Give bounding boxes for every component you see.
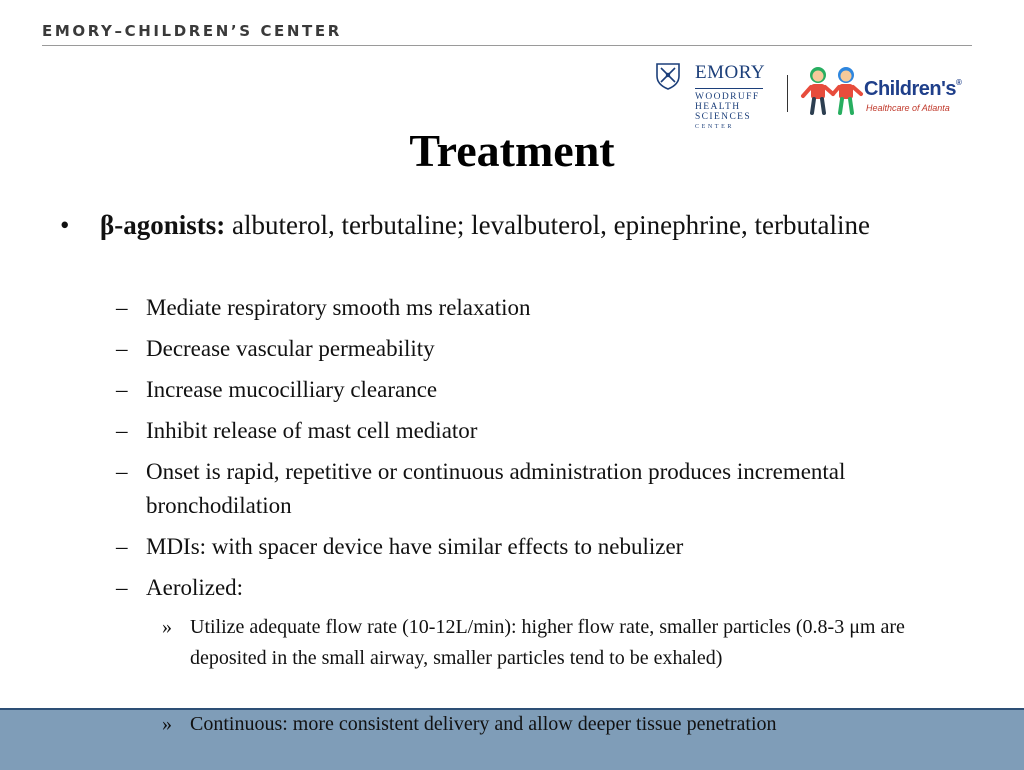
sub-sub-bullet-item: [162, 709, 960, 740]
childrens-logo: [800, 64, 975, 124]
dash-marker: –: [116, 336, 128, 361]
dash-marker: –: [116, 377, 128, 402]
emory-logo-name: EMORY: [695, 62, 766, 83]
shield-icon: [655, 62, 681, 90]
children-figures-icon: [800, 64, 866, 116]
emory-sub-line: SCIENCES: [695, 112, 752, 122]
dash-marker: –: [116, 575, 128, 600]
emory-sub-line: CENTER: [695, 124, 734, 130]
dash-marker: –: [116, 534, 128, 559]
sub-sub-bullet-item: [162, 612, 960, 673]
slide-title: Treatment: [409, 125, 615, 176]
bullet-text: albuterol, terbutaline; levalbuterol, epinephrine, terbutaline: [225, 210, 870, 240]
sub-bullet-text: Mediate respiratory smooth ms relaxation: [146, 295, 531, 320]
header-brand: EMORY–CHILDREN’S CENTER: [42, 22, 342, 40]
raquo-marker: »: [162, 713, 172, 735]
sub-bullet-text: Aerolized:: [146, 575, 244, 600]
sub-bullet-item: [116, 291, 946, 325]
dash-marker: –: [116, 459, 128, 484]
dash-marker: –: [116, 295, 128, 320]
sub-sub-bullet-text: Utilize adequate flow rate (10-12L/min): higher flow rate, smaller particles (0.8-3 μm are deposited in the small airway, smaller particles tend to be exhaled): [190, 616, 905, 669]
emory-sub-line: WOODRUFF: [695, 92, 760, 102]
childrens-logo-name-text: Children's: [864, 78, 956, 100]
sub-bullet-text: Inhibit release of mast cell mediator: [146, 418, 478, 443]
bullet-item: [60, 206, 980, 245]
sub-bullet-text: Increase mucocilliary clearance: [146, 377, 438, 402]
emory-sub-line: HEALTH: [695, 102, 741, 112]
raquo-marker: »: [162, 616, 172, 638]
emory-logo: [655, 62, 770, 132]
sub-bullet-text: MDIs: with spacer device have similar effects to nebulizer: [146, 534, 684, 559]
sub-bullet-item: [116, 530, 946, 564]
sub-bullet-item: [116, 455, 946, 523]
sub-bullet-item: [116, 571, 946, 605]
sub-bullet-item: [116, 373, 946, 407]
emory-logo-rule: [695, 88, 763, 89]
logo-divider: [787, 75, 788, 112]
sub-sub-bullet-text: Continuous: more consistent delivery and allow deeper tissue penetration: [190, 713, 777, 735]
childrens-logo-name: [864, 78, 961, 101]
header-divider: [42, 45, 972, 46]
sub-bullet-item: [116, 414, 946, 448]
sub-bullet-text: Decrease vascular permeability: [146, 336, 435, 361]
registered-mark: ®: [956, 78, 962, 87]
dash-marker: –: [116, 418, 128, 443]
bullet-label: β-agonists:: [100, 210, 226, 240]
sub-bullet-text: Onset is rapid, repetitive or continuous administration produces incremental bronchodilation: [146, 459, 846, 518]
childrens-logo-subtitle: Healthcare of Atlanta: [866, 103, 950, 113]
bullet-marker: •: [60, 210, 70, 240]
sub-bullet-item: [116, 332, 946, 366]
